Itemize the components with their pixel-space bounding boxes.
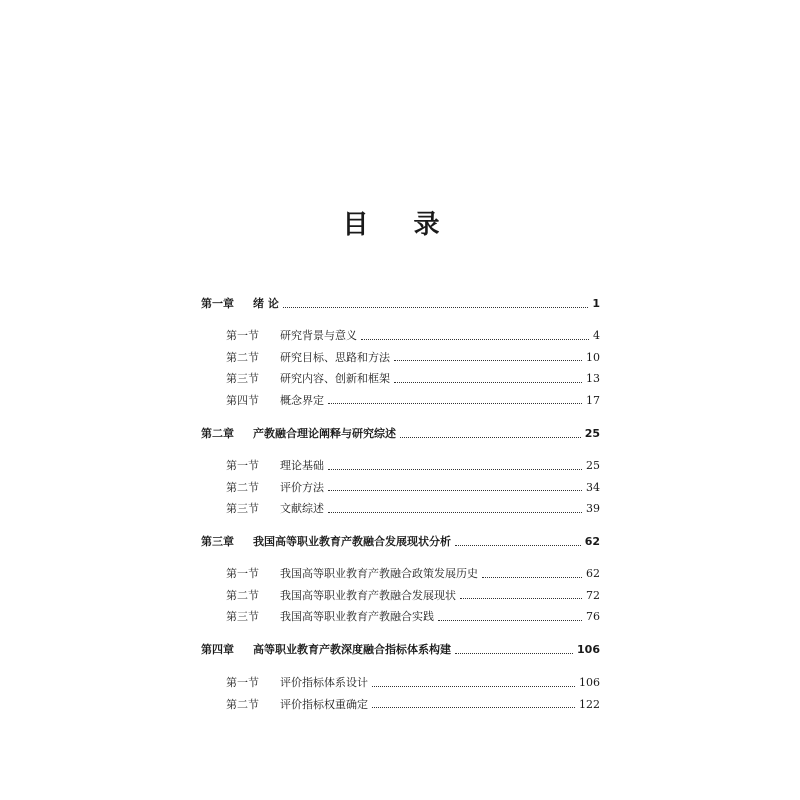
section-title: 研究目标、思路和方法: [280, 350, 390, 364]
section-number: 第一节: [226, 459, 259, 472]
dot-leader: [438, 620, 582, 621]
section-title: 我国高等职业教育产教融合实践: [280, 610, 434, 623]
dot-leader: [328, 469, 582, 470]
section-number: 第二节: [226, 350, 259, 364]
section-number: 第二节: [226, 588, 259, 602]
section-number: 第三节: [226, 610, 259, 623]
dot-leader: [361, 339, 589, 340]
toc-section-row[interactable]: [226, 394, 600, 408]
section-title: 研究内容、创新和框架: [280, 372, 390, 385]
dot-leader: [400, 437, 581, 438]
chapter-title: 我国高等职业教育产教融合发展现状分析: [253, 535, 451, 548]
toc-chapter-row[interactable]: [201, 297, 600, 311]
chapter-title: 产教融合理论阐释与研究综述: [253, 427, 396, 440]
dot-leader: [328, 403, 582, 404]
chapter-number: 第三章: [201, 535, 234, 548]
chapter-number: 第二章: [201, 427, 234, 440]
section-title: 评价方法: [280, 480, 324, 494]
dot-leader: [283, 307, 589, 308]
section-title: 文献综述: [280, 502, 324, 515]
section-title: 评价指标体系设计: [280, 676, 368, 689]
section-number: 第一节: [226, 676, 259, 689]
dot-leader: [394, 382, 582, 383]
dot-leader: [394, 360, 582, 361]
section-title: 理论基础: [280, 459, 324, 472]
dot-leader: [372, 686, 575, 687]
dot-leader: [328, 490, 582, 491]
toc-section-row[interactable]: [226, 459, 600, 473]
page-number: 17: [586, 393, 600, 407]
chapter-title: 高等职业教育产教深度融合指标体系构建: [253, 643, 451, 656]
toc-section-row[interactable]: [226, 610, 600, 624]
dot-leader: [455, 545, 581, 546]
page-number: 76: [586, 610, 600, 623]
page-title: 目 录: [342, 210, 458, 240]
page-number: 106: [579, 676, 600, 689]
section-number: 第四节: [226, 393, 259, 407]
toc-section-row[interactable]: [226, 567, 600, 581]
dot-leader: [460, 598, 582, 599]
dot-leader: [455, 653, 573, 654]
chapter-title: 绪 论: [253, 297, 279, 310]
section-title: 评价指标权重确定: [280, 697, 368, 711]
toc-section-row[interactable]: [226, 589, 600, 603]
toc-section-row[interactable]: [226, 502, 600, 516]
dot-leader: [328, 512, 582, 513]
toc-section-row[interactable]: [226, 481, 600, 495]
section-title: 我国高等职业教育产教融合发展现状: [280, 588, 456, 602]
section-title: 我国高等职业教育产教融合政策发展历史: [280, 567, 478, 580]
page-number: 122: [579, 697, 600, 711]
section-title: 研究背景与意义: [280, 329, 357, 342]
page-number: 62: [586, 567, 600, 580]
section-number: 第一节: [226, 567, 259, 580]
toc-chapter-row[interactable]: [201, 535, 600, 549]
dot-leader: [372, 707, 575, 708]
toc-section-row[interactable]: [226, 698, 600, 712]
page-number: 1: [592, 297, 600, 310]
page-number: 62: [584, 535, 600, 548]
section-number: 第三节: [226, 372, 259, 385]
page-number: 106: [577, 643, 600, 656]
toc-section-row[interactable]: [226, 329, 600, 343]
page-number: 34: [586, 480, 600, 494]
page-number: 39: [586, 502, 600, 515]
toc-section-row[interactable]: [226, 676, 600, 690]
toc-section-row[interactable]: [226, 372, 600, 386]
page-number: 10: [586, 350, 600, 364]
section-number: 第二节: [226, 480, 259, 494]
section-title: 概念界定: [280, 393, 324, 407]
page-number: 72: [586, 588, 600, 602]
section-number: 第三节: [226, 502, 259, 515]
page-number: 25: [586, 459, 600, 472]
toc-chapter-row[interactable]: [201, 643, 600, 657]
section-number: 第一节: [226, 329, 259, 342]
dot-leader: [482, 577, 582, 578]
toc-section-row[interactable]: [226, 351, 600, 365]
chapter-number: 第一章: [201, 297, 234, 310]
page-number: 25: [584, 427, 600, 440]
toc-chapter-row[interactable]: [201, 427, 600, 441]
page-number: 13: [586, 372, 600, 385]
section-number: 第二节: [226, 697, 259, 711]
page-number: 4: [593, 329, 600, 342]
chapter-number: 第四章: [201, 643, 234, 656]
